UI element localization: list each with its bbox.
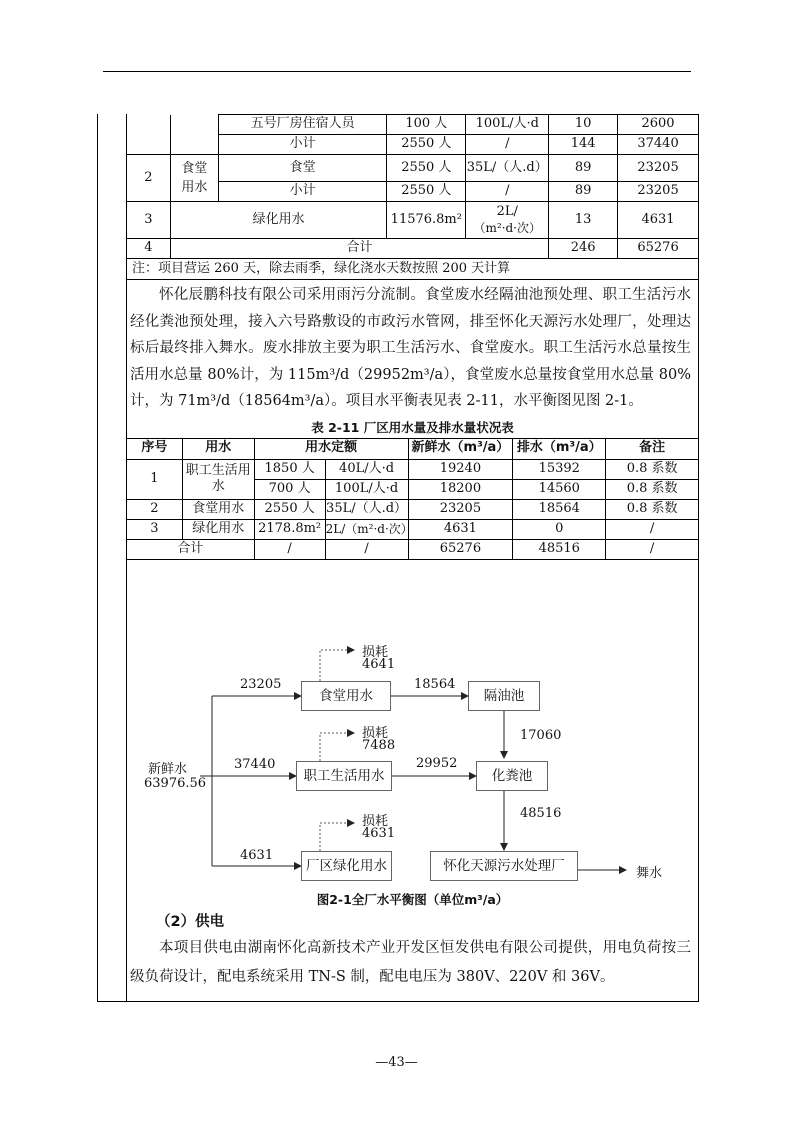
paragraph-wastewater: 怀化辰鹏科技有限公司采用雨污分流制。食堂废水经隔油池预处理、职工生活污水经化粪池预处理，接入六号路敷设的市政污水管网，排至怀化天源污水处理厂，处理达标后最终排入舞水。废水排放主要为职工生活污水、食堂废水。职工生活污水总量按生活用水总量 80%计，为 115m³/d（29952m³/a），食堂废水总量按食堂用水总量 80%计，为 71m³/d（18564m³/a）。项目水平衡表见表 2-11，水平衡图见图 2-1。 [130, 287, 691, 409]
table-cell: 职工生活用水 [182, 459, 254, 499]
table-cell: 100L/人·d [325, 479, 408, 499]
table-cell: 18200 [408, 479, 513, 499]
table-row [127, 115, 699, 135]
table-cell: 4 [127, 239, 171, 259]
table-cell: 13 [549, 202, 618, 239]
source-label: 新鲜水 [148, 762, 188, 777]
table-cell: 1 [127, 459, 183, 499]
column-header: 排水（m³/a） [513, 438, 606, 459]
table-cell: 2550 人 [387, 135, 466, 155]
table-cell [466, 202, 549, 239]
table-cell: 2 [127, 155, 171, 202]
table-cell: 0 [513, 519, 606, 539]
table-cell: 0.8 系数 [606, 499, 699, 519]
table-cell: / [466, 135, 549, 155]
quota-line: 2L/ [496, 204, 518, 220]
table-cell: 2 [127, 499, 183, 519]
table-cell: 2550 人 [254, 499, 325, 519]
table-cell: 89 [549, 155, 618, 182]
diagram-lines [126, 640, 699, 910]
table-cell: 2550 人 [387, 182, 466, 202]
table-row [127, 499, 699, 519]
table-cell: 700 人 [254, 479, 325, 499]
flow-value: 17060 [520, 728, 562, 743]
canteen-water-box: 食堂用水 [301, 681, 391, 711]
table-cell: 23205 [618, 155, 699, 182]
table-cell: 144 [549, 135, 618, 155]
table-cell: 五号厂房住宿人员 [218, 115, 387, 135]
table-cell: 食堂用水 [182, 499, 254, 519]
header-rule [103, 71, 691, 72]
table-cell: / [606, 519, 699, 539]
table-row [127, 239, 699, 259]
table-cell: 23205 [618, 182, 699, 202]
table-cell: 0.8 系数 [606, 479, 699, 499]
table-cell: 3 [127, 519, 183, 539]
table-cell: 4631 [618, 202, 699, 239]
oil-trap-box: 隔油池 [468, 681, 540, 711]
source-total: 63976.56 [144, 776, 207, 791]
table-cell: 65276 [408, 539, 513, 559]
table-cell: 绿化用水 [182, 519, 254, 539]
figure-caption: 图2-1全厂水平衡图（单位m³/a） [316, 892, 509, 907]
loss-label: 损耗 [362, 645, 389, 660]
river-label: 舞水 [636, 866, 663, 881]
quota-line: （m²·d·次） [473, 220, 542, 235]
loss-value: 4641 [362, 657, 396, 672]
loss-value: 7488 [362, 738, 396, 753]
flow-value: 4631 [240, 848, 274, 863]
table-cell: / [466, 182, 549, 202]
table-cell [170, 155, 218, 202]
column-header: 新鲜水（m³/a） [408, 438, 513, 459]
table-cell: 食堂 [218, 155, 387, 182]
treatment-plant-box: 怀化天源污水处理厂 [430, 851, 578, 881]
table-cell: 2550 人 [387, 155, 466, 182]
table-cell: 100 人 [387, 115, 466, 135]
table-cell: 11576.8m² [387, 202, 466, 239]
table-cell: 1850 人 [254, 459, 325, 479]
table-cell: 小计 [218, 135, 387, 155]
table-caption: 表 2-11 厂区用水量及排水量状况表 [311, 419, 514, 435]
water-balance-table [126, 438, 699, 560]
table-cell: 2178.8m² [254, 519, 325, 539]
table-cell: 89 [549, 182, 618, 202]
paragraph-power: 本项目供电由湖南怀化高新技术产业开发区恒发供电有限公司提供，用电负荷按三级负荷设计，配电系统采用 TN-S 制，配电电压为 380V、220V 和 36V。 [130, 940, 691, 985]
flow-value: 37440 [234, 757, 276, 772]
table-cell: 100L/人·d [466, 115, 549, 135]
table-cell: 35L/（人.d） [466, 155, 549, 182]
table-cell: 3 [127, 202, 171, 239]
table-cell: 10 [549, 115, 618, 135]
loss-label: 损耗 [362, 814, 389, 829]
table-note: 注：项目营运 260 天，除去雨季，绿化浇水天数按照 200 天计算 [126, 259, 699, 280]
table-row [127, 539, 699, 559]
table-cell: 40L/人·d [325, 459, 408, 479]
table-cell: 绿化用水 [170, 202, 386, 239]
flow-value: 29952 [416, 756, 458, 771]
column-header: 备注 [606, 438, 699, 459]
septic-tank-box: 化粪池 [476, 761, 548, 791]
column-header: 用水定额 [254, 438, 408, 459]
table-cell: 合计 [170, 239, 548, 259]
category-label: 食堂用水 [181, 161, 208, 195]
paragraph-power-wrapper [126, 933, 699, 992]
table-row [127, 519, 699, 539]
column-header: 序号 [127, 438, 183, 459]
table-cell: 14560 [513, 479, 606, 499]
loss-value: 4631 [362, 826, 396, 841]
greening-water-box: 厂区绿化用水 [301, 851, 392, 881]
table-cell: 15392 [513, 459, 606, 479]
table-cell: 23205 [408, 499, 513, 519]
table-cell: 0.8 系数 [606, 459, 699, 479]
table-cell: 4631 [408, 519, 513, 539]
water-use-table [126, 114, 699, 259]
table-header-row [127, 438, 699, 459]
table-cell: 合计 [127, 539, 255, 559]
table-cell: 18564 [513, 499, 606, 519]
table-cell: / [325, 539, 408, 559]
table-cell: 37440 [618, 135, 699, 155]
table-cell: 19240 [408, 459, 513, 479]
table-row [127, 459, 699, 479]
content-area [126, 114, 699, 560]
table-cell: / [254, 539, 325, 559]
table-cell: 35L/（人.d） [325, 499, 408, 519]
table-row [127, 202, 699, 239]
loss-label: 损耗 [362, 726, 389, 741]
flow-value: 18564 [414, 677, 456, 692]
flow-value: 48516 [520, 806, 562, 821]
staff-water-box: 职工生活用水 [296, 761, 392, 791]
table-cell: 2L/（m²·d·次） [325, 519, 408, 539]
flow-value: 23205 [240, 677, 282, 692]
table-cell: 65276 [618, 239, 699, 259]
section-title: （2）供电 [156, 914, 225, 930]
page-number: —43— [375, 1055, 418, 1070]
table-cell: 小计 [218, 182, 387, 202]
water-balance-diagram [126, 640, 699, 910]
table-row [127, 155, 699, 182]
column-header: 用水 [182, 438, 254, 459]
table-cell: / [606, 539, 699, 559]
table-cell: 48516 [513, 539, 606, 559]
table-cell: 246 [549, 239, 618, 259]
table-cell: 2600 [618, 115, 699, 135]
